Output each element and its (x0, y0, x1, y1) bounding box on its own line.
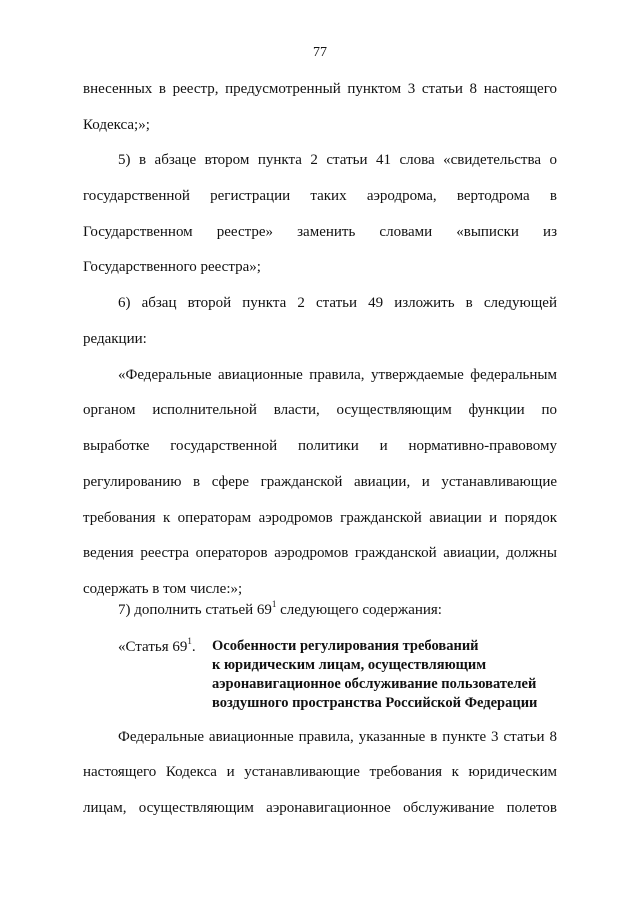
article-label (118, 637, 196, 657)
text-line: выработке государственной политики и нормативно-правовому (83, 438, 557, 454)
article-label-suffix: . (191, 639, 196, 655)
text-line: настоящего Кодекса и устанавливающие требования к юридическим (83, 764, 557, 780)
article-title-line: воздушного пространства Российской Федерации (212, 695, 538, 711)
quote-line: «Федеральные авиационные правила, утверждаемые федеральным (118, 367, 557, 383)
article-title-line: Особенности регулирования требований (212, 638, 479, 654)
list-item-6-line: 6) абзац второй пункта 2 статьи 49 изложить в следующей (118, 295, 557, 311)
article-label-superscript: 1 (187, 636, 192, 646)
text-line: органом исполнительной власти, осуществляющим функции по (83, 402, 557, 418)
page-number: 77 (313, 45, 327, 60)
text-line: лицам, осуществляющим аэронавигационное обслуживание полетов (83, 800, 557, 816)
text-line: содержать в том числе:»; (83, 581, 243, 597)
list-item-5-line: 5) в абзаце втором пункта 2 статьи 41 слова «свидетельства о (118, 152, 557, 168)
text-line: редакции: (83, 331, 147, 347)
text-line: ведения реестра операторов аэродромов гражданской авиации, должны (83, 545, 557, 561)
text-line: регулированию в сфере гражданской авиации, и устанавливающие (83, 474, 557, 490)
item7-suffix: следующего содержания: (276, 602, 442, 618)
text-line: внесенных в реестр, предусмотренный пунктом 3 статьи 8 настоящего (83, 81, 557, 97)
item7-superscript: 1 (271, 599, 277, 609)
text-line: требования к операторам аэродромов гражданской авиации и порядок (83, 510, 557, 526)
list-item-7-line (118, 600, 442, 620)
paragraph-line: Федеральные авиационные правила, указанные в пункте 3 статьи 8 (118, 729, 557, 745)
text-line: Государственном реестре» заменить словами «выписки из (83, 224, 557, 240)
text-line: Кодекса;»; (83, 117, 150, 133)
text-line: государственной регистрации таких аэродрома, вертодрома в (83, 188, 557, 204)
item7-prefix: 7) дополнить статьей 69 (118, 602, 272, 618)
text-line: Государственного реестра»; (83, 259, 261, 275)
article-label-prefix: «Статья 69 (118, 639, 188, 655)
article-title-line: к юридическим лицам, осуществляющим (212, 657, 487, 673)
article-title-line: аэронавигационное обслуживание пользователей (212, 676, 537, 692)
